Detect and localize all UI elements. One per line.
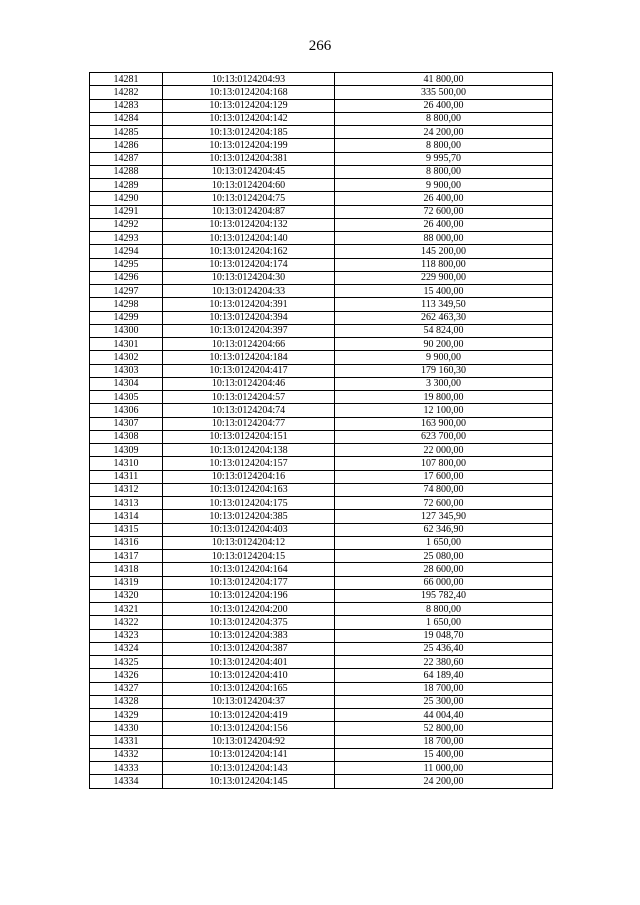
table-row <box>90 722 553 735</box>
cadastral-number-cell: 10:13:0124204:16 <box>163 470 335 483</box>
cadastral-value-cell: 262 463,30 <box>335 311 553 324</box>
table-row <box>90 112 553 125</box>
row-number-cell: 14334 <box>90 775 163 788</box>
cadastral-number-cell: 10:13:0124204:410 <box>163 669 335 682</box>
cadastral-number-cell: 10:13:0124204:46 <box>163 377 335 390</box>
table-row <box>90 589 553 602</box>
cadastral-value-cell: 18 700,00 <box>335 735 553 748</box>
row-number-cell: 14295 <box>90 258 163 271</box>
row-number-cell: 14308 <box>90 430 163 443</box>
table-row <box>90 73 553 86</box>
table-row <box>90 311 553 324</box>
table-row <box>90 232 553 245</box>
cadastral-value-cell: 623 700,00 <box>335 430 553 443</box>
row-number-cell: 14286 <box>90 139 163 152</box>
table-row <box>90 642 553 655</box>
cadastral-number-cell: 10:13:0124204:15 <box>163 550 335 563</box>
row-number-cell: 14302 <box>90 351 163 364</box>
row-number-cell: 14290 <box>90 192 163 205</box>
cadastral-number-cell: 10:13:0124204:30 <box>163 271 335 284</box>
row-number-cell: 14320 <box>90 589 163 602</box>
cadastral-number-cell: 10:13:0124204:164 <box>163 563 335 576</box>
cadastral-value-cell: 17 600,00 <box>335 470 553 483</box>
row-number-cell: 14318 <box>90 563 163 576</box>
cadastral-number-cell: 10:13:0124204:163 <box>163 483 335 496</box>
cadastral-number-cell: 10:13:0124204:57 <box>163 391 335 404</box>
row-number-cell: 14321 <box>90 603 163 616</box>
cadastral-number-cell: 10:13:0124204:45 <box>163 165 335 178</box>
cadastral-number-cell: 10:13:0124204:394 <box>163 311 335 324</box>
table-row <box>90 775 553 788</box>
cadastral-number-cell: 10:13:0124204:74 <box>163 404 335 417</box>
table-row <box>90 338 553 351</box>
row-number-cell: 14307 <box>90 417 163 430</box>
cadastral-value-cell: 1 650,00 <box>335 536 553 549</box>
cadastral-number-cell: 10:13:0124204:77 <box>163 417 335 430</box>
cadastral-value-cell: 127 345,90 <box>335 510 553 523</box>
table-row <box>90 550 553 563</box>
cadastral-number-cell: 10:13:0124204:385 <box>163 510 335 523</box>
cadastral-value-cell: 90 200,00 <box>335 338 553 351</box>
row-number-cell: 14296 <box>90 271 163 284</box>
cadastral-number-cell: 10:13:0124204:403 <box>163 523 335 536</box>
table-row <box>90 86 553 99</box>
cadastral-number-cell: 10:13:0124204:66 <box>163 338 335 351</box>
cadastral-number-cell: 10:13:0124204:162 <box>163 245 335 258</box>
row-number-cell: 14292 <box>90 218 163 231</box>
cadastral-value-cell: 9 900,00 <box>335 351 553 364</box>
cadastral-value-cell: 88 000,00 <box>335 232 553 245</box>
cadastral-number-cell: 10:13:0124204:419 <box>163 709 335 722</box>
row-number-cell: 14306 <box>90 404 163 417</box>
row-number-cell: 14313 <box>90 497 163 510</box>
table-row <box>90 364 553 377</box>
row-number-cell: 14330 <box>90 722 163 735</box>
cadastral-number-cell: 10:13:0124204:142 <box>163 112 335 125</box>
table-row <box>90 497 553 510</box>
cadastral-value-cell: 113 349,50 <box>335 298 553 311</box>
table-row <box>90 616 553 629</box>
cadastral-number-cell: 10:13:0124204:93 <box>163 73 335 86</box>
cadastral-value-cell: 24 200,00 <box>335 775 553 788</box>
cadastral-value-cell: 62 346,90 <box>335 523 553 536</box>
table-row <box>90 258 553 271</box>
table-row <box>90 510 553 523</box>
cadastral-number-cell: 10:13:0124204:92 <box>163 735 335 748</box>
cadastral-number-cell: 10:13:0124204:156 <box>163 722 335 735</box>
cadastral-number-cell: 10:13:0124204:168 <box>163 86 335 99</box>
cadastral-value-cell: 26 400,00 <box>335 99 553 112</box>
cadastral-value-cell: 24 200,00 <box>335 126 553 139</box>
cadastral-value-cell: 195 782,40 <box>335 589 553 602</box>
cadastral-number-cell: 10:13:0124204:185 <box>163 126 335 139</box>
cadastral-value-cell: 9 995,70 <box>335 152 553 165</box>
table-row <box>90 483 553 496</box>
table-row <box>90 298 553 311</box>
cadastral-value-cell: 25 300,00 <box>335 695 553 708</box>
row-number-cell: 14326 <box>90 669 163 682</box>
table-row <box>90 669 553 682</box>
cadastral-number-cell: 10:13:0124204:184 <box>163 351 335 364</box>
table-row <box>90 139 553 152</box>
cadastral-value-table <box>89 72 553 789</box>
row-number-cell: 14303 <box>90 364 163 377</box>
cadastral-value-cell: 54 824,00 <box>335 324 553 337</box>
cadastral-value-cell: 19 800,00 <box>335 391 553 404</box>
cadastral-number-cell: 10:13:0124204:391 <box>163 298 335 311</box>
cadastral-value-cell: 19 048,70 <box>335 629 553 642</box>
cadastral-value-cell: 28 600,00 <box>335 563 553 576</box>
table-row <box>90 444 553 457</box>
row-number-cell: 14282 <box>90 86 163 99</box>
table-row <box>90 404 553 417</box>
row-number-cell: 14288 <box>90 165 163 178</box>
cadastral-value-cell: 8 800,00 <box>335 139 553 152</box>
row-number-cell: 14317 <box>90 550 163 563</box>
cadastral-value-cell: 41 800,00 <box>335 73 553 86</box>
cadastral-value-cell: 52 800,00 <box>335 722 553 735</box>
cadastral-value-cell: 8 800,00 <box>335 112 553 125</box>
table-row <box>90 536 553 549</box>
row-number-cell: 14319 <box>90 576 163 589</box>
table-row <box>90 470 553 483</box>
row-number-cell: 14332 <box>90 748 163 761</box>
cadastral-number-cell: 10:13:0124204:132 <box>163 218 335 231</box>
row-number-cell: 14283 <box>90 99 163 112</box>
row-number-cell: 14300 <box>90 324 163 337</box>
row-number-cell: 14323 <box>90 629 163 642</box>
cadastral-value-cell: 15 400,00 <box>335 285 553 298</box>
row-number-cell: 14305 <box>90 391 163 404</box>
table-row <box>90 748 553 761</box>
table-row <box>90 523 553 536</box>
row-number-cell: 14284 <box>90 112 163 125</box>
cadastral-value-cell: 8 800,00 <box>335 165 553 178</box>
row-number-cell: 14298 <box>90 298 163 311</box>
cadastral-value-cell: 12 100,00 <box>335 404 553 417</box>
cadastral-number-cell: 10:13:0124204:196 <box>163 589 335 602</box>
table-row <box>90 563 553 576</box>
cadastral-value-cell: 118 800,00 <box>335 258 553 271</box>
cadastral-value-cell: 44 004,40 <box>335 709 553 722</box>
cadastral-number-cell: 10:13:0124204:60 <box>163 179 335 192</box>
cadastral-number-cell: 10:13:0124204:387 <box>163 642 335 655</box>
cadastral-value-cell: 1 650,00 <box>335 616 553 629</box>
cadastral-number-cell: 10:13:0124204:151 <box>163 430 335 443</box>
cadastral-number-cell: 10:13:0124204:177 <box>163 576 335 589</box>
cadastral-number-cell: 10:13:0124204:141 <box>163 748 335 761</box>
cadastral-value-cell: 8 800,00 <box>335 603 553 616</box>
table-row <box>90 629 553 642</box>
cadastral-value-cell: 335 500,00 <box>335 86 553 99</box>
row-number-cell: 14309 <box>90 444 163 457</box>
cadastral-number-cell: 10:13:0124204:175 <box>163 497 335 510</box>
row-number-cell: 14312 <box>90 483 163 496</box>
cadastral-number-cell: 10:13:0124204:138 <box>163 444 335 457</box>
cadastral-value-cell: 15 400,00 <box>335 748 553 761</box>
row-number-cell: 14299 <box>90 311 163 324</box>
cadastral-value-cell: 11 000,00 <box>335 762 553 775</box>
row-number-cell: 14315 <box>90 523 163 536</box>
cadastral-number-cell: 10:13:0124204:140 <box>163 232 335 245</box>
cadastral-number-cell: 10:13:0124204:145 <box>163 775 335 788</box>
table-row <box>90 324 553 337</box>
cadastral-number-cell: 10:13:0124204:381 <box>163 152 335 165</box>
row-number-cell: 14333 <box>90 762 163 775</box>
table-row <box>90 99 553 112</box>
table-row <box>90 391 553 404</box>
row-number-cell: 14324 <box>90 642 163 655</box>
page-number: 266 <box>308 38 332 54</box>
cadastral-number-cell: 10:13:0124204:165 <box>163 682 335 695</box>
row-number-cell: 14327 <box>90 682 163 695</box>
cadastral-value-cell: 72 600,00 <box>335 497 553 510</box>
cadastral-value-cell: 26 400,00 <box>335 192 553 205</box>
cadastral-number-cell: 10:13:0124204:37 <box>163 695 335 708</box>
table-row <box>90 179 553 192</box>
cadastral-value-cell: 74 800,00 <box>335 483 553 496</box>
cadastral-value-cell: 72 600,00 <box>335 205 553 218</box>
table-row <box>90 285 553 298</box>
row-number-cell: 14293 <box>90 232 163 245</box>
cadastral-number-cell: 10:13:0124204:200 <box>163 603 335 616</box>
table-row <box>90 192 553 205</box>
row-number-cell: 14314 <box>90 510 163 523</box>
row-number-cell: 14331 <box>90 735 163 748</box>
cadastral-number-cell: 10:13:0124204:157 <box>163 457 335 470</box>
row-number-cell: 14328 <box>90 695 163 708</box>
cadastral-value-cell: 22 000,00 <box>335 444 553 457</box>
cadastral-number-cell: 10:13:0124204:129 <box>163 99 335 112</box>
cadastral-number-cell: 10:13:0124204:12 <box>163 536 335 549</box>
cadastral-value-cell: 25 436,40 <box>335 642 553 655</box>
table-row <box>90 457 553 470</box>
cadastral-value-cell: 66 000,00 <box>335 576 553 589</box>
table-row <box>90 417 553 430</box>
table-row <box>90 152 553 165</box>
table-row <box>90 682 553 695</box>
row-number-cell: 14281 <box>90 73 163 86</box>
table-row <box>90 709 553 722</box>
cadastral-value-cell: 9 900,00 <box>335 179 553 192</box>
cadastral-value-cell: 145 200,00 <box>335 245 553 258</box>
table-body <box>90 73 553 789</box>
row-number-cell: 14310 <box>90 457 163 470</box>
row-number-cell: 14322 <box>90 616 163 629</box>
cadastral-value-cell: 25 080,00 <box>335 550 553 563</box>
cadastral-number-cell: 10:13:0124204:87 <box>163 205 335 218</box>
cadastral-number-cell: 10:13:0124204:33 <box>163 285 335 298</box>
cadastral-value-cell: 26 400,00 <box>335 218 553 231</box>
table-row <box>90 656 553 669</box>
row-number-cell: 14301 <box>90 338 163 351</box>
cadastral-number-cell: 10:13:0124204:174 <box>163 258 335 271</box>
cadastral-value-cell: 3 300,00 <box>335 377 553 390</box>
cadastral-number-cell: 10:13:0124204:199 <box>163 139 335 152</box>
table-row <box>90 245 553 258</box>
cadastral-number-cell: 10:13:0124204:397 <box>163 324 335 337</box>
table-row <box>90 271 553 284</box>
row-number-cell: 14287 <box>90 152 163 165</box>
row-number-cell: 14325 <box>90 656 163 669</box>
cadastral-number-cell: 10:13:0124204:417 <box>163 364 335 377</box>
table-row <box>90 762 553 775</box>
row-number-cell: 14291 <box>90 205 163 218</box>
table-row <box>90 126 553 139</box>
cadastral-number-cell: 10:13:0124204:375 <box>163 616 335 629</box>
cadastral-value-cell: 64 189,40 <box>335 669 553 682</box>
table-row <box>90 351 553 364</box>
cadastral-number-cell: 10:13:0124204:143 <box>163 762 335 775</box>
cadastral-number-cell: 10:13:0124204:75 <box>163 192 335 205</box>
row-number-cell: 14329 <box>90 709 163 722</box>
row-number-cell: 14304 <box>90 377 163 390</box>
cadastral-value-cell: 18 700,00 <box>335 682 553 695</box>
table-row <box>90 735 553 748</box>
table-row <box>90 205 553 218</box>
table-row <box>90 218 553 231</box>
table-row <box>90 165 553 178</box>
cadastral-value-cell: 107 800,00 <box>335 457 553 470</box>
row-number-cell: 14311 <box>90 470 163 483</box>
row-number-cell: 14316 <box>90 536 163 549</box>
cadastral-number-cell: 10:13:0124204:383 <box>163 629 335 642</box>
table-row <box>90 695 553 708</box>
row-number-cell: 14297 <box>90 285 163 298</box>
table-row <box>90 430 553 443</box>
cadastral-value-cell: 229 900,00 <box>335 271 553 284</box>
row-number-cell: 14285 <box>90 126 163 139</box>
cadastral-number-cell: 10:13:0124204:401 <box>163 656 335 669</box>
cadastral-value-cell: 22 380,60 <box>335 656 553 669</box>
table-row <box>90 603 553 616</box>
row-number-cell: 14289 <box>90 179 163 192</box>
table-row <box>90 576 553 589</box>
cadastral-value-cell: 179 160,30 <box>335 364 553 377</box>
table-row <box>90 377 553 390</box>
row-number-cell: 14294 <box>90 245 163 258</box>
cadastral-value-cell: 163 900,00 <box>335 417 553 430</box>
